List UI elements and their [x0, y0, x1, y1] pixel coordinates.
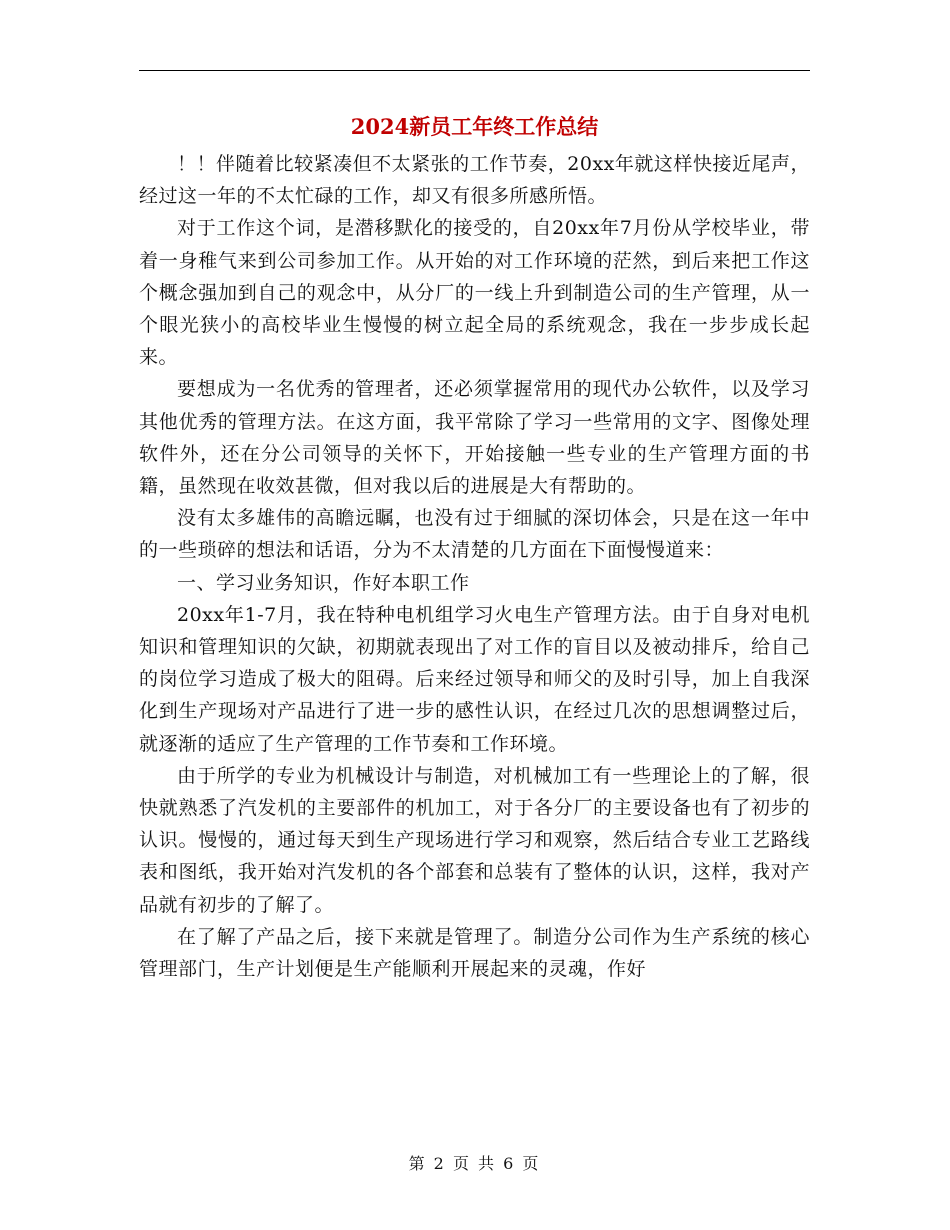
paragraph-6: 由于所学的专业为机械设计与制造，对机械加工有一些理论上的了解，很快就熟悉了汽发机的主要部件的机加工，对于各分厂的主要设备也有了初步的认识。慢慢的，通过每天到生产现场进行学习和观察，然后结合专业工艺路线表和图纸，我开始对汽发机的各个部套和总装有了整体的认识，这样，我对产品就有初步的了解了。 — [139, 764, 810, 916]
paragraph-1: ！！伴随着比较紧凑但不太紧张的工作节奏，20xx年就这样快接近尾声，经过这一年的不太忙碌的工作，却又有很多所感所悟。 — [139, 153, 810, 208]
paragraph-4: 没有太多雄伟的高瞻远瞩，也没有过于细腻的深切体会，只是在这一年中的一些琐碎的想法和话语，分为不太清楚的几方面在下面慢慢道来： — [139, 507, 810, 562]
paragraph-5: 20xx年1-7月，我在特种电机组学习火电生产管理方法。由于自身对电机知识和管理知识的欠缺，初期就表现出了对工作的盲目以及被动排斥，给自己的岗位学习造成了极大的阻碍。后来经过领导和师父的及时引导，加上自我深化到生产现场对产品进行了进一步的感性认识，在经过几次的思想调整过后，就逐渐的适应了生产管理的工作节奏和工作环境。 — [139, 603, 810, 755]
paragraph-3: 要想成为一名优秀的管理者，还必须掌握常用的现代办公软件，以及学习其他优秀的管理方法。在这方面，我平常除了学习一些常用的文字、图像处理软件外，还在分公司领导的关怀下，开始接触一些专业的生产管理方面的书籍，虽然现在收效甚微，但对我以后的进展是大有帮助的。 — [139, 378, 810, 498]
paragraph-2: 对于工作这个词，是潜移默化的接受的，自20xx年7月份从学校毕业，带着一身稚气来到公司参加工作。从开始的对工作环境的茫然，到后来把工作这个概念强加到自己的观念中，从分厂的一线上升到制造公司的生产管理，从一个眼光狭小的高校毕业生慢慢的树立起全局的系统观念，我在一步步成长起来。 — [139, 217, 810, 369]
document-body — [139, 148, 810, 985]
paragraph-7: 在了解了产品之后，接下来就是管理了。制造分公司作为生产系统的核心管理部门，生产计划便是生产能顺利开展起来的灵魂，作好 — [139, 925, 810, 981]
document-title: 2024新员工年终工作总结 — [350, 114, 599, 139]
page-number-footer: 第 2 页 共 6 页 — [408, 1154, 541, 1173]
section-heading-1: 一、学习业务知识，作好本职工作 — [177, 571, 470, 594]
header-rule — [139, 70, 810, 71]
